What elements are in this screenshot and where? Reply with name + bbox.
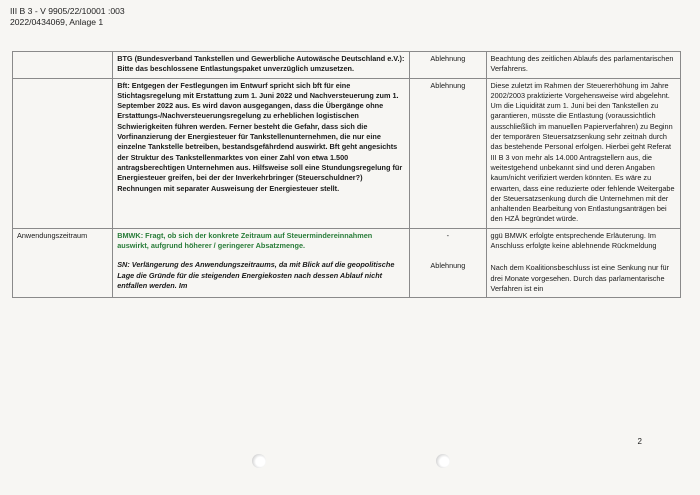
- table-row: [13, 228, 681, 297]
- statement-cell: BTG (Bundesverband Tankstellen und Gewerbliche Autowäsche Deutschland e.V.): Bitte das beschlossene Entlastungspaket unverzüglich umzusetzen.: [113, 52, 410, 79]
- statements-table: [12, 51, 681, 298]
- table-row: [13, 78, 681, 228]
- page-number: 2: [637, 437, 642, 446]
- document-number: 2022/0434069, Anlage 1: [10, 17, 104, 27]
- category-cell: [13, 52, 113, 79]
- reason-sn: Nach dem Koalitionsbeschluss ist eine Senkung nur für drei Monate vorgesehen. Durch das parlamentarische Verfahren ist ein: [490, 263, 669, 293]
- punch-hole-icon: [252, 454, 266, 468]
- statement-bmwk: BMWK: Fragt, ob sich der konkrete Zeitraum auf Steuermindereinnahmen auswirkt, aufgrund höherer / geringerer Absatzmenge.: [117, 230, 373, 251]
- decision-cell: Ablehnung: [410, 52, 486, 79]
- reason-cell: [486, 228, 680, 297]
- reference-number: III B 3 - V 9905/22/10001 :003: [10, 6, 125, 16]
- table-row: [13, 52, 681, 79]
- document-header: [10, 6, 125, 28]
- decision-cell: Ablehnung: [410, 78, 486, 228]
- decision-bmwk: -: [446, 230, 450, 240]
- decision-cell: [410, 228, 486, 297]
- punch-hole-icon: [436, 454, 450, 468]
- category-cell: Anwendungszeitraum: [13, 228, 113, 297]
- statement-cell: [113, 228, 410, 297]
- reason-cell: Diese zuletzt im Rahmen der Steuererhöhung im Jahre 2002/2003 praktizierte Vorgehensweise wird abgelehnt. Um die Liquidität zum 1. Juni bei den Tankstellen zu garantieren, müsste die Entlastung (voraussichtlich ausschließlich im manuellen Papierverfahren) zu Beginn der temporären Steuersatzsenkung sehr zeitnah durch das bestehende Personal erfolgen. Hierbei geht Referat III B 3 von mehr als 14.000 Antragstellern aus, die weitestgehend unbekannt sind und deren Angaben kaum/nicht verifiziert werden könnten. Es wäre zu erwarten, dass eine reduzierte oder fehlende Weitergabe der Steuersatzsenkung durch die Unternehmen mit der anhaltenden Bearbeitung von Entlastungsanträgen bei den HZÄ begründet würde.: [486, 78, 680, 228]
- statement-sn: SN: Verlängerung des Anwendungszeitraums, da mit Blick auf die geopolitische Lage die Gründe für die steigenden Energiekosten nach dessen Ablauf nicht entfallen werden. Im: [117, 260, 395, 290]
- reason-bmwk: ggü BMWK erfolgte entsprechende Erläuterung. Im Anschluss erfolgte keine ablehnende Rückmeldung: [490, 230, 657, 251]
- reason-cell: Beachtung des zeitlichen Ablaufs des parlamentarischen Verfahrens.: [486, 52, 680, 79]
- decision-sn: Ablehnung: [430, 261, 466, 271]
- category-cell: [13, 78, 113, 228]
- statement-cell: Bft: Entgegen der Festlegungen im Entwurf spricht sich bft für eine Stichtagsregelung mit Erstattung zum 1. Juni 2022 und Nachversteuerung zum 1. September 2022 aus. Es wird davon ausgegangen, dass die Übergänge ohne Erstattungs-/Nachversteuerungsregelung zu erheblichen logistischen Schwierigkeiten führen werden. Ferner besteht die Gefahr, dass sich die Vorfinanzierung der Energiesteuer für Tankstellenunternehmen, die nur eine einzelne Tankstelle betreiben, bestandsgefährdend auswirkt. Bft geht angesichts der Struktur des Tankstellenmarktes von einer Zahl von etwa 1.500 antragsberechtigen Unternehmen aus. Hilfsweise soll eine Stundungsregelung für Energiesteuer greifen, bei der der Inverkehrbringer (Steuerschuldner?) Rechnungen mit separater Ausweisung der Energiesteuer stellt.: [113, 78, 410, 228]
